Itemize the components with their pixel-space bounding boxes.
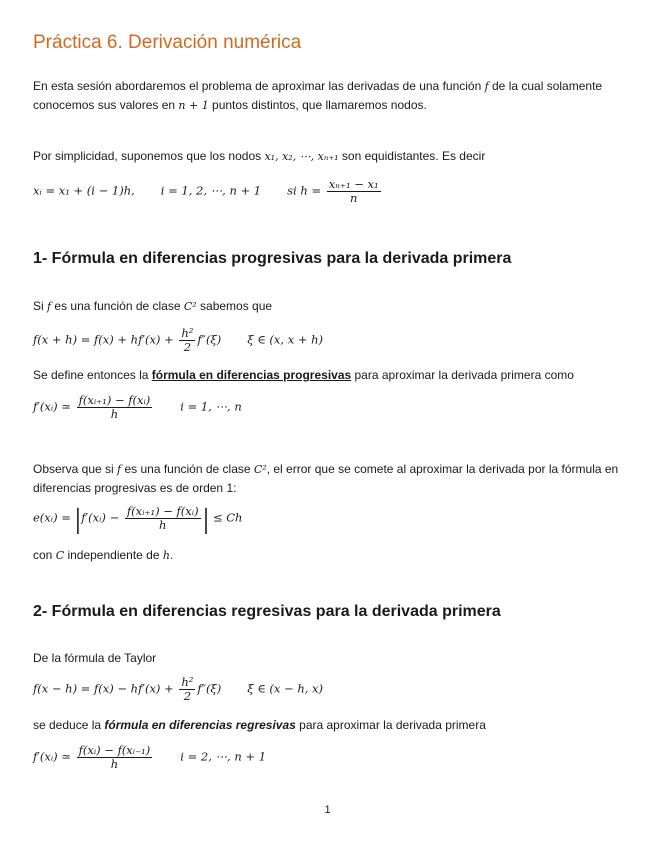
equation-taylor-backward <box>33 676 323 703</box>
abs-bar-right: | <box>202 502 210 535</box>
intro-text-c: puntos distintos, que llamaremos nodos. <box>208 98 427 112</box>
sec2-p2c: para aproximar la derivada primera <box>295 718 486 732</box>
sec1-p2b-term: fórmula en diferencias progresivas <box>151 368 352 382</box>
eq-nodes-lhs: xᵢ = x₁ + (i − 1)h, <box>33 183 135 198</box>
sec1-p1c: C² <box>183 300 197 313</box>
simp-text-a: Por simplicidad, suponemos que los nodos <box>33 149 265 163</box>
bd-num: f(xᵢ) − f(xᵢ₋₁) <box>78 743 151 757</box>
page-title: Práctica 6. Derivación numérica <box>33 32 302 53</box>
fd-num: f(xᵢ₊₁) − f(xᵢ) <box>78 393 151 407</box>
taylor-fwd-den: 2 <box>183 340 192 354</box>
page-number: 1 <box>324 804 331 816</box>
err-num: f(xᵢ₊₁) − f(xᵢ) <box>126 504 199 518</box>
intro-paragraph <box>33 77 623 115</box>
eq-nodes-den: n <box>349 191 358 205</box>
sec2-paragraph-1: De la fórmula de Taylor <box>33 651 157 665</box>
sec2-paragraph-2 <box>33 716 623 735</box>
sec1-p1a: Si <box>33 299 48 313</box>
eq-nodes-num: xₙ₊₁ − x₁ <box>328 177 379 191</box>
sec2-p2a: se deduce la <box>33 718 105 732</box>
equation-taylor-forward <box>33 327 323 354</box>
eq-nodes-range: i = 1, 2, ⋯, n + 1 <box>160 183 262 198</box>
sec1-p4d: . <box>169 548 174 562</box>
section-2-heading: 2- Fórmula en diferencias regresivas para la derivada primera <box>33 603 501 620</box>
sec1-paragraph-3 <box>33 460 623 498</box>
taylor-bwd-fraction <box>179 676 195 703</box>
abs-bar-left: | <box>74 502 82 535</box>
taylor-bwd-rest: f″(ξ) <box>197 681 222 696</box>
taylor-bwd-xi: ξ ∈ (x − h, x) <box>247 681 324 696</box>
err-fraction <box>125 505 201 532</box>
simp-text-b: son equidistantes. Es decir <box>338 149 486 163</box>
taylor-fwd-xi: ξ ∈ (x, x + h) <box>247 332 324 347</box>
sec1-p3f: f <box>117 463 122 476</box>
sec1-p1f: f <box>47 300 52 313</box>
fd-range: i = 1, ⋯, n <box>180 399 242 414</box>
err-rhs: ≤ Ch <box>212 510 243 525</box>
sec1-p3d: , el error que se comete al aproximar la derivada por la fórmula en diferencias progresivas es de orden 1: <box>33 462 619 495</box>
fd-lhs: f′(xᵢ) ≃ <box>33 399 71 414</box>
sec1-paragraph-2 <box>33 366 623 385</box>
sec1-paragraph-4 <box>33 546 623 565</box>
intro-text-a: En esta sesión abordaremos el problema de aproximar las derivadas de una función <box>33 79 485 93</box>
sec1-p3b: es una función de clase <box>121 462 254 476</box>
taylor-fwd-rest: f″(ξ) <box>197 332 222 347</box>
taylor-bwd-num: h² <box>181 675 194 689</box>
sec1-p2a: Se define entonces la <box>33 368 152 382</box>
section-1-heading: 1- Fórmula en diferencias progresivas para la derivada primera <box>33 250 512 267</box>
equation-backward-difference <box>33 744 266 771</box>
sec1-p3c: C² <box>253 463 267 476</box>
sec2-p2b-term: fórmula en diferencias regresivas <box>104 718 296 732</box>
sec1-p4b: independiente de <box>64 548 163 562</box>
intro-math-n1: n + 1 <box>178 99 209 112</box>
bd-den: h <box>110 757 119 771</box>
sec1-p1d: sabemos que <box>196 299 273 313</box>
equation-forward-difference <box>33 394 242 421</box>
sec1-p2c: para aproximar la derivada primera como <box>351 368 574 382</box>
fd-den: h <box>110 407 119 421</box>
simp-math-nodes: x₁, x₂, ⋯, xₙ₊₁ <box>264 150 339 163</box>
err-lhs: e(xᵢ) = <box>33 510 71 525</box>
eq-nodes-fraction <box>327 178 381 205</box>
taylor-fwd-lhs: f(x + h) = f(x) + hf′(x) + <box>33 332 174 347</box>
sec1-paragraph-1 <box>33 297 623 316</box>
equation-nodes <box>33 178 383 205</box>
sec1-p1b: es una función de clase <box>51 299 184 313</box>
fd-fraction <box>77 394 153 421</box>
taylor-fwd-num: h² <box>181 326 194 340</box>
bd-range: i = 2, ⋯, n + 1 <box>180 749 267 764</box>
sec1-p3a: Observa que si <box>33 462 118 476</box>
taylor-fwd-fraction <box>179 327 195 354</box>
bd-fraction <box>77 744 153 771</box>
sec1-p4a: con <box>33 548 56 562</box>
simplicity-paragraph <box>33 147 623 166</box>
bd-lhs: f′(xᵢ) ≃ <box>33 749 71 764</box>
err-mid: f′(xᵢ) − <box>81 510 120 525</box>
intro-math-f: f <box>484 80 489 93</box>
taylor-bwd-den: 2 <box>183 689 192 703</box>
err-den: h <box>159 518 167 532</box>
equation-error <box>33 502 243 535</box>
intro-text-b: de la cual solamente conocemos sus valores en <box>33 79 603 112</box>
eq-nodes-si: si h = <box>287 183 322 198</box>
taylor-bwd-lhs: f(x − h) = f(x) − hf′(x) + <box>33 681 174 696</box>
sec1-p4h: h <box>162 549 170 562</box>
sec1-p4c: C <box>55 549 65 562</box>
